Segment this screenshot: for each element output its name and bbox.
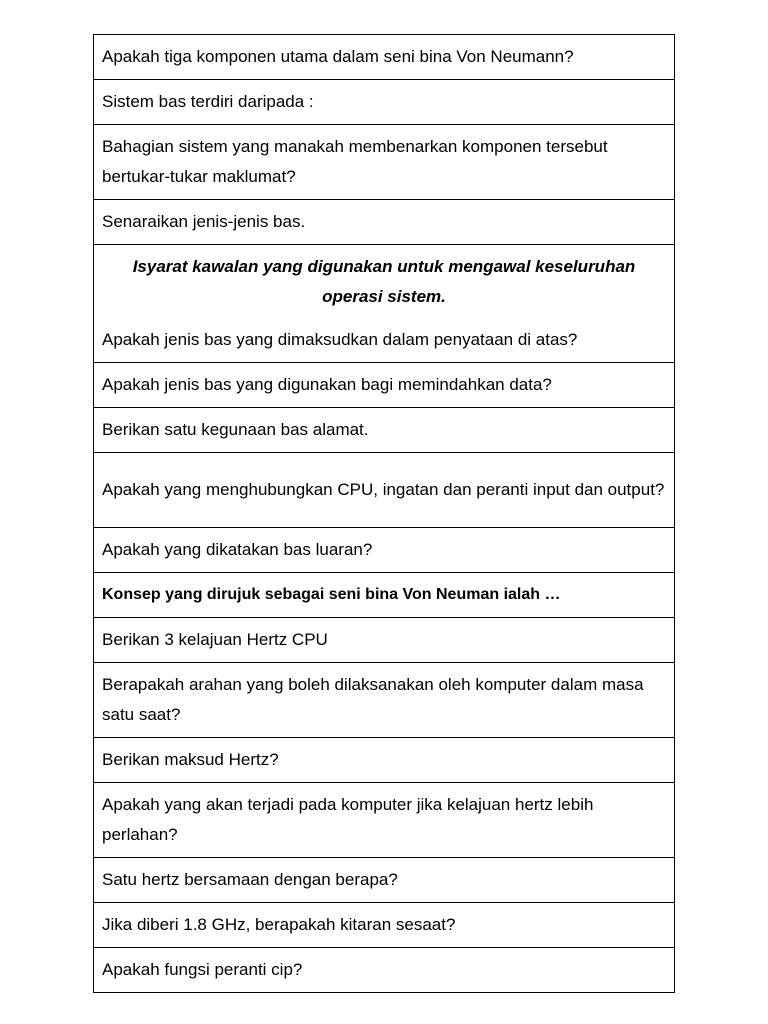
question-cell bbox=[94, 528, 675, 573]
question-cell bbox=[94, 783, 675, 858]
question-text: Satu hertz bersamaan dengan berapa? bbox=[102, 870, 398, 889]
question-text: Apakah yang akan terjadi pada komputer jika kelajuan hertz lebih perlahan? bbox=[102, 795, 594, 844]
question-text: Apakah jenis bas yang digunakan bagi memindahkan data? bbox=[102, 375, 552, 394]
question-text: Bahagian sistem yang manakah membenarkan komponen tersebut bertukar-tukar maklumat? bbox=[102, 137, 608, 186]
question-row bbox=[94, 35, 675, 80]
question-cell bbox=[94, 408, 675, 453]
question-cell bbox=[94, 663, 675, 738]
question-cell bbox=[94, 80, 675, 125]
question-cell bbox=[94, 35, 675, 80]
question-cell bbox=[94, 453, 675, 528]
question-row bbox=[94, 125, 675, 200]
question-text: Apakah fungsi peranti cip? bbox=[102, 960, 303, 979]
question-text: Apakah yang menghubungkan CPU, ingatan dan peranti input dan output? bbox=[102, 480, 665, 499]
question-cell bbox=[94, 738, 675, 783]
question-row bbox=[94, 573, 675, 618]
question-cell bbox=[94, 903, 675, 948]
question-text: Jika diberi 1.8 GHz, berapakah kitaran sesaat? bbox=[102, 915, 456, 934]
question-row bbox=[94, 903, 675, 948]
question-row bbox=[94, 738, 675, 783]
question-row bbox=[94, 948, 675, 993]
question-text: Berikan maksud Hertz? bbox=[102, 750, 279, 769]
question-cell bbox=[94, 858, 675, 903]
question-cell bbox=[94, 363, 675, 408]
question-row bbox=[94, 528, 675, 573]
question-text: Apakah jenis bas yang dimaksudkan dalam penyataan di atas? bbox=[102, 330, 578, 349]
question-cell bbox=[94, 125, 675, 200]
question-text: Senaraikan jenis-jenis bas. bbox=[102, 212, 306, 231]
question-cell bbox=[94, 245, 675, 363]
question-row bbox=[94, 245, 675, 363]
question-text: Berikan 3 kelajuan Hertz CPU bbox=[102, 630, 328, 649]
question-text: Sistem bas terdiri daripada : bbox=[102, 92, 314, 111]
question-cell bbox=[94, 948, 675, 993]
question-text: Berikan satu kegunaan bas alamat. bbox=[102, 420, 369, 439]
question-row bbox=[94, 663, 675, 738]
question-row bbox=[94, 858, 675, 903]
question-text: Apakah yang dikatakan bas luaran? bbox=[102, 540, 373, 559]
question-cell bbox=[94, 618, 675, 663]
question-cell bbox=[94, 573, 675, 618]
question-row bbox=[94, 200, 675, 245]
question-row bbox=[94, 618, 675, 663]
question-row bbox=[94, 783, 675, 858]
question-text: Apakah tiga komponen utama dalam seni bina Von Neumann? bbox=[102, 47, 574, 66]
question-row bbox=[94, 453, 675, 528]
question-table bbox=[93, 34, 675, 993]
question-row bbox=[94, 363, 675, 408]
question-row bbox=[94, 80, 675, 125]
question-row bbox=[94, 408, 675, 453]
emphasized-statement: Isyarat kawalan yang digunakan untuk mengawal keseluruhan operasi sistem. bbox=[132, 257, 636, 306]
question-text: Konsep yang dirujuk sebagai seni bina Von Neuman ialah … bbox=[102, 586, 561, 603]
question-text: Berapakah arahan yang boleh dilaksanakan oleh komputer dalam masa satu saat? bbox=[102, 675, 644, 724]
question-cell bbox=[94, 200, 675, 245]
